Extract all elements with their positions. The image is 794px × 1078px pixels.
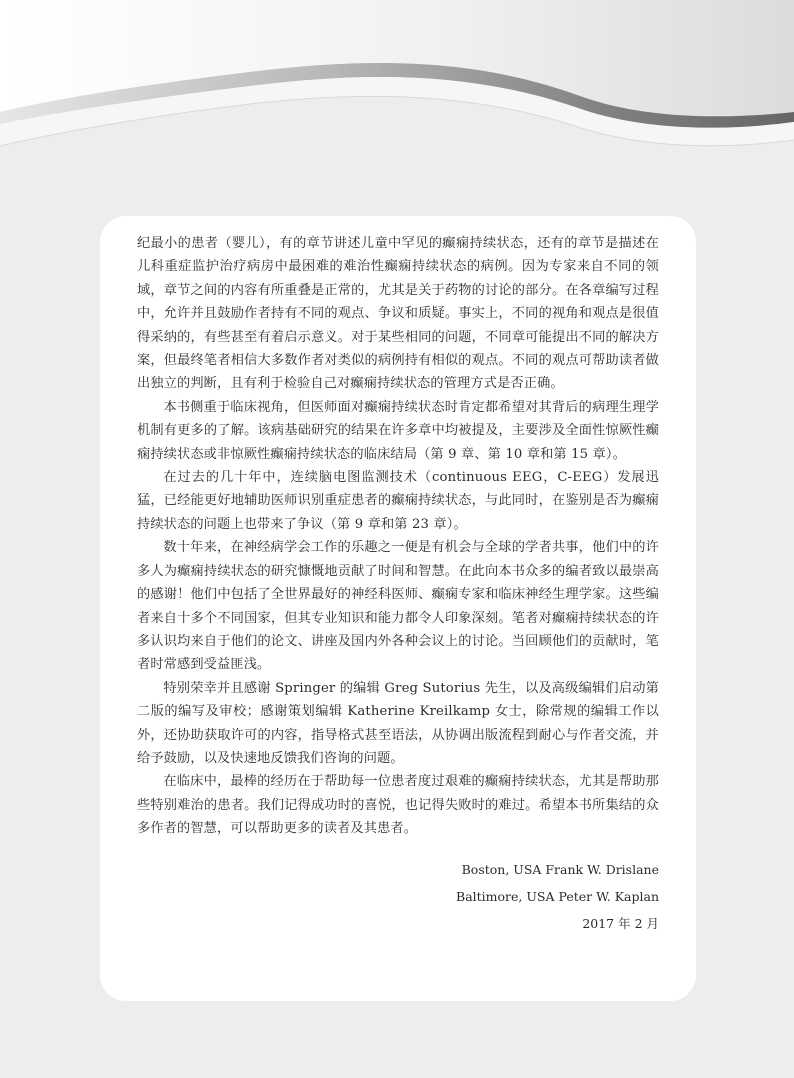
preface-paragraph: 本书侧重于临床视角，但医师面对癫痫持续状态时肯定都希望对其背后的病理生理学机制有更多的了解。该病基础研究的结果在许多章中均被提及，主要涉及全面性惊厥性癫痫持续状态或非惊厥性癫痫持续状态的临床结局（第 9 章、第 10 章和第 15 章）。 <box>137 399 659 462</box>
signature-line-drislane: Boston, USA Frank W. Drislane <box>461 862 659 877</box>
preface-paragraph: 在临床中，最棒的经历在于帮助每一位患者度过艰难的癫痫持续状态，尤其是帮助那些特别难治的患者。我们记得成功时的喜悦，也记得失败时的难过。希望本书所集结的众多作者的智慧，可以帮助更多的读者及其患者。 <box>137 774 659 837</box>
preface-paragraph: 在过去的几十年中，连续脑电图监测技术（continuous EEG，C-EEG）发展迅猛，已经能更好地辅助医师识别重症患者的癫痫持续状态，与此同时，在鉴别是否为癫痫持续状态的问题上也带来了争议（第 9 章和第 23 章）。 <box>137 470 659 532</box>
signature-block <box>456 856 659 937</box>
preface-paragraph: 特别荣幸并且感谢 Springer 的编辑 Greg Sutorius 先生，以及高级编辑们启动第二版的编写及审校；感谢策划编辑 Katherine Kreilkamp 女士，除常规的编辑工作以外，还协助获取许可的内容，指导格式甚至语法，从协调出版流程到耐心与作者交流，并给予鼓励，以及快速地反馈我们咨询的问题。 <box>137 680 659 766</box>
signature-date: 2017 年 2 月 <box>582 916 659 931</box>
preface-paragraph: 纪最小的患者（婴儿），有的章节讲述儿童中罕见的癫痫持续状态，还有的章节是描述在儿科重症监护治疗病房中最困难的难治性癫痫持续状态的病例。因为专家来自不同的领域，章节之间的内容有所重叠是正常的，尤其是关于药物的讨论的部分。在各章编写过程中，允许并且鼓励作者持有不同的观点、争议和质疑。事实上，不同的视角和观点是很值得采纳的，有些甚至有着启示意义。对于某些相同的问题，不同章可能提出不同的解决方案，但最终笔者相信大多数作者对类似的病例持有相似的观点。不同的观点可帮助读者做出独立的判断，且有利于检验自己对癫痫持续状态的管理方式是否正确。 <box>137 236 659 392</box>
content-card <box>100 216 696 1001</box>
decorative-wave-header <box>0 0 794 200</box>
signature-line-kaplan: Baltimore, USA Peter W. Kaplan <box>456 889 659 904</box>
preface-paragraph: 数十年来，在神经病学会工作的乐趣之一便是有机会与全球的学者共事，他们中的许多人为癫痫持续状态的研究慷慨地贡献了时间和智慧。在此向本书众多的编者致以最崇高的感谢！他们中包括了全世界最好的神经科医师、癫痫专家和临床神经生理学家。这些编者来自十多个不同国家，但其专业知识和能力都令人印象深刻。笔者对癫痫持续状态的许多认识均来自于他们的论文、讲座及国内外各种会议上的讨论。当回顾他们的贡献时，笔者时常感到受益匪浅。 <box>137 540 659 673</box>
